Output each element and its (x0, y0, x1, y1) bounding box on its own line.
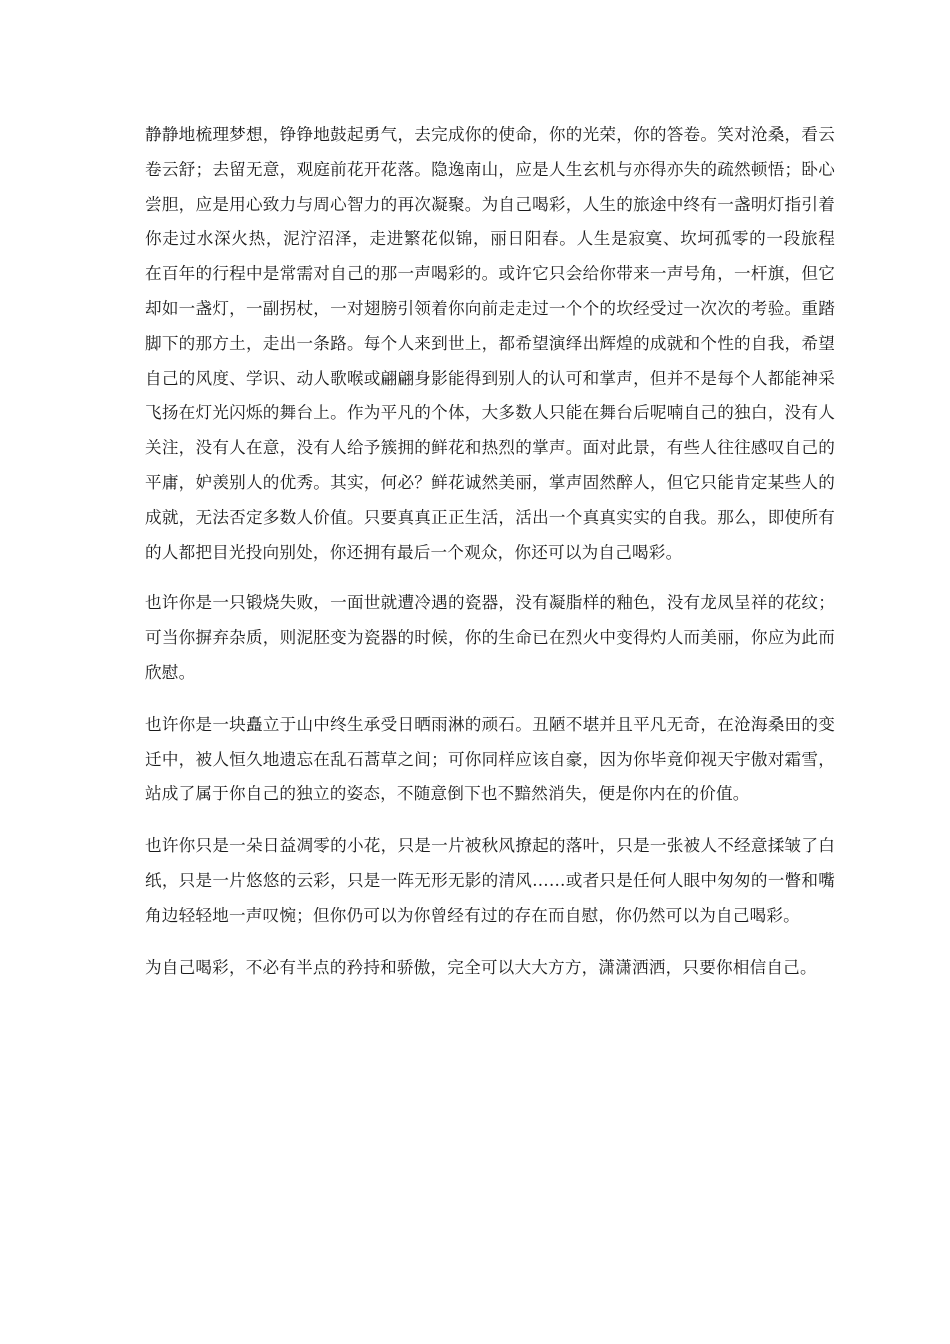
paragraph-3: 也许你是一块矗立于山中终生承受日晒雨淋的顽石。丑陋不堪并且平凡无奇，在沧海桑田的变迁中，被人恒久地遗忘在乱石蒿草之间；可你同样应该自豪，因为你毕竟仰视天宇傲对霜雪，站成了属于你自己的独立的姿态，不随意倒下也不黯然消失，便是你内在的价值。 (145, 714, 835, 804)
paragraph-1: 静静地梳理梦想，铮铮地鼓起勇气，去完成你的使命，你的光荣，你的答卷。笑对沧桑，看云卷云舒；去留无意，观庭前花开花落。隐逸南山，应是人生玄机与亦得亦失的疏然顿悟；卧心尝胆，应是用心致力与周心智力的再次凝聚。为自己喝彩，人生的旅途中终有一盏明灯指引着你走过水深火热，泥泞沼泽，走进繁花似锦，丽日阳春。人生是寂寞、坎坷孤零的一段旅程 在百年的行程中是常需对自己的那一声喝彩的。或许它只会给你带来一声号角，一杆旗，但它却如一盏灯，一副拐杖，一对翅膀引领着你向前走走过一个个的坎经受过一次次的考验。重踏脚下的那方土，走出一条路。每个人来到世上，都希望演绎出辉煌的成就和个性的自我，希望自己的风度、学识、动人歌喉或翩翩身影能得到别人的认可和掌声，但并不是每个人都能神采飞扬在灯光闪烁的舞台上。作为平凡的个体，大多数人只能在舞台后呢喃自己的独白，没有人关注，没有人在意，没有人给予簇拥的鲜花和热烈的掌声。面对此景，有些人往往感叹自己的平庸，妒羡别人的优秀。其实，何必？鲜花诚然美丽，掌声固然醉人，但它只能肯定某些人的成就，无法否定多数人价值。只要真真正正生活，活出一个真真实实的自我。那么，即使所有的人都把目光投向别处，你还拥有最后一个观众，你还可以为自己喝彩。 (145, 125, 852, 562)
essay-body (145, 118, 852, 1002)
paragraph-4: 也许你只是一朵日益凋零的小花，只是一片被秋风撩起的落叶，只是一张被人不经意揉皱了白纸，只是一片悠悠的云彩，只是一阵无形无影的清风……或者只是任何人眼中匆匆的一瞥和嘴角边轻轻地一声叹惋；但你仍可以为你曾经有过的存在而自慰，你仍然可以为自己喝彩。 (145, 836, 835, 925)
paragraph-2: 也许你是一只锻烧失败，一面世就遭冷遇的瓷器，没有凝脂样的釉色，没有龙凤呈祥的花纹；可当你摒弃杂质，则泥胚变为瓷器的时候，你的生命已在烈火中变得灼人而美丽，你应为此而欣慰。 (145, 593, 835, 682)
paragraph-5: 为自己喝彩，不必有半点的矜持和骄傲，完全可以大大方方，潇潇洒洒，只要你相信自己。 (145, 957, 817, 977)
